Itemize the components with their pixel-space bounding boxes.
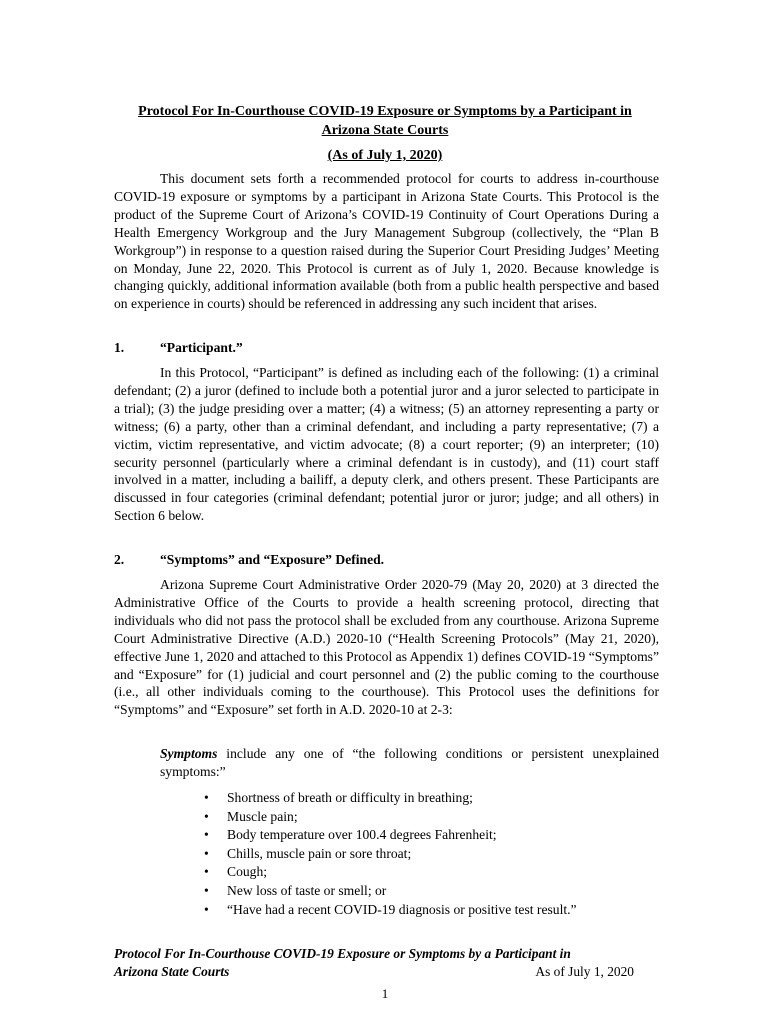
section-2-body: Arizona Supreme Court Administrative Order 2020-79 (May 20, 2020) at 3 directed the Administrative Office of the Courts to provide a health screening protocol, directing that individuals who did not pass the protocol shall be excluded from any courthouse. Arizona Supreme Court Administrative Directive (A.D.) 2020-10 (“Health Screening Protocols” (May 21, 2020), effective June 1, 2020 and attached to this Protocol as Appendix 1) defines COVID-19 “Symptoms” and “Exposure” for (1) judicial and court personnel and (2) the public coming to the courthouse (i.e., all other individuals coming to the courthouse). This Protocol uses the definitions for “Symptoms” and “Exposure” set forth in A.D. 2020-10 at 2-3: <box>114 577 659 718</box>
page-number: 1 <box>381 986 389 1001</box>
footer-date: As of July 1, 2020 <box>535 964 634 979</box>
document-title <box>100 102 670 140</box>
list-item: • Body temperature over 100.4 degrees Fahrenheit; <box>200 826 577 845</box>
list-item: • Muscle pain; <box>200 808 577 827</box>
section-1-title: “Participant.” <box>160 340 243 355</box>
section-2-heading <box>114 551 384 569</box>
symptoms-list <box>200 789 577 919</box>
footer-title-line-1: Protocol For In-Courthouse COVID-19 Exposure or Symptoms by a Participant in <box>114 946 571 961</box>
symptoms-definition <box>160 745 659 781</box>
section-1-body: In this Protocol, “Participant” is defined as including each of the following: (1) a criminal defendant; (2) a juror (defined to include both a potential juror and a juror selected to participate in a trial); (3) the judge presiding over a matter; (4) a witness; (5) an attorney representing a party or witness; (6) a party, other than a criminal defendant, and including a party representative; (7) a victim, victim representative, and victim advocate; (8) a court reporter; (9) an interpreter; (10) security personnel (particularly where a criminal defendant is in custody), and (11) court staff involved in a matter, including a bailiff, a deputy clerk, and others present. These Participants are discussed in four categories (criminal defendant; potential juror or juror; judge; and all others) in Section 6 below. <box>114 365 659 524</box>
symptoms-text: include any one of “the following conditions or persistent unexplained symptoms:” <box>160 746 659 779</box>
list-item: • Shortness of breath or difficulty in breathing; <box>200 789 577 808</box>
section-1-number: 1. <box>114 340 125 355</box>
bullet-icon: • <box>204 808 209 824</box>
title-line-2: Arizona State Courts <box>321 123 449 138</box>
bullet-icon: • <box>204 882 209 898</box>
bullet-icon: • <box>204 845 209 861</box>
intro-paragraph: This document sets forth a recommended protocol for courts to address in-courthouse COVID-19 exposure or symptoms by a participant in Arizona State Courts. This Protocol is the product of the Supreme Court of Arizona’s COVID-19 Continuity of Court Operations During a Health Emergency Workgroup and the Jury Management Subgroup (collectively, the “Plan B Workgroup”) in response to a question raised during the Superior Court Presiding Judges’ Meeting on Monday, June 22, 2020. This Protocol is current as of July 1, 2020. Because knowledge is changing quickly, additional information available (both from a public health perspective and based on experience in courts) should be referenced in addressing any such incident that arises. <box>114 171 659 312</box>
title-date: (As of July 1, 2020) <box>327 148 443 163</box>
section-2-number: 2. <box>114 552 125 567</box>
list-item: • “Have had a recent COVID-19 diagnosis or positive test result.” <box>200 901 577 920</box>
bullet-icon: • <box>204 790 209 805</box>
footer-line-2 <box>114 963 634 981</box>
title-line-1: Protocol For In-Courthouse COVID-19 Exposure or Symptoms by a Participant in <box>138 104 632 119</box>
symptoms-term: Symptoms <box>160 746 218 761</box>
footer-title-line-2: Arizona State Courts <box>114 964 230 979</box>
list-item: • New loss of taste or smell; or <box>200 882 577 901</box>
section-2-title: “Symptoms” and “Exposure” Defined. <box>160 552 385 567</box>
list-item: • Chills, muscle pain or sore throat; <box>200 845 577 864</box>
bullet-icon: • <box>204 901 209 917</box>
bullet-icon: • <box>204 864 209 880</box>
bullet-icon: • <box>204 827 209 843</box>
section-1-heading <box>114 339 243 357</box>
list-item: • Cough; <box>200 863 577 882</box>
